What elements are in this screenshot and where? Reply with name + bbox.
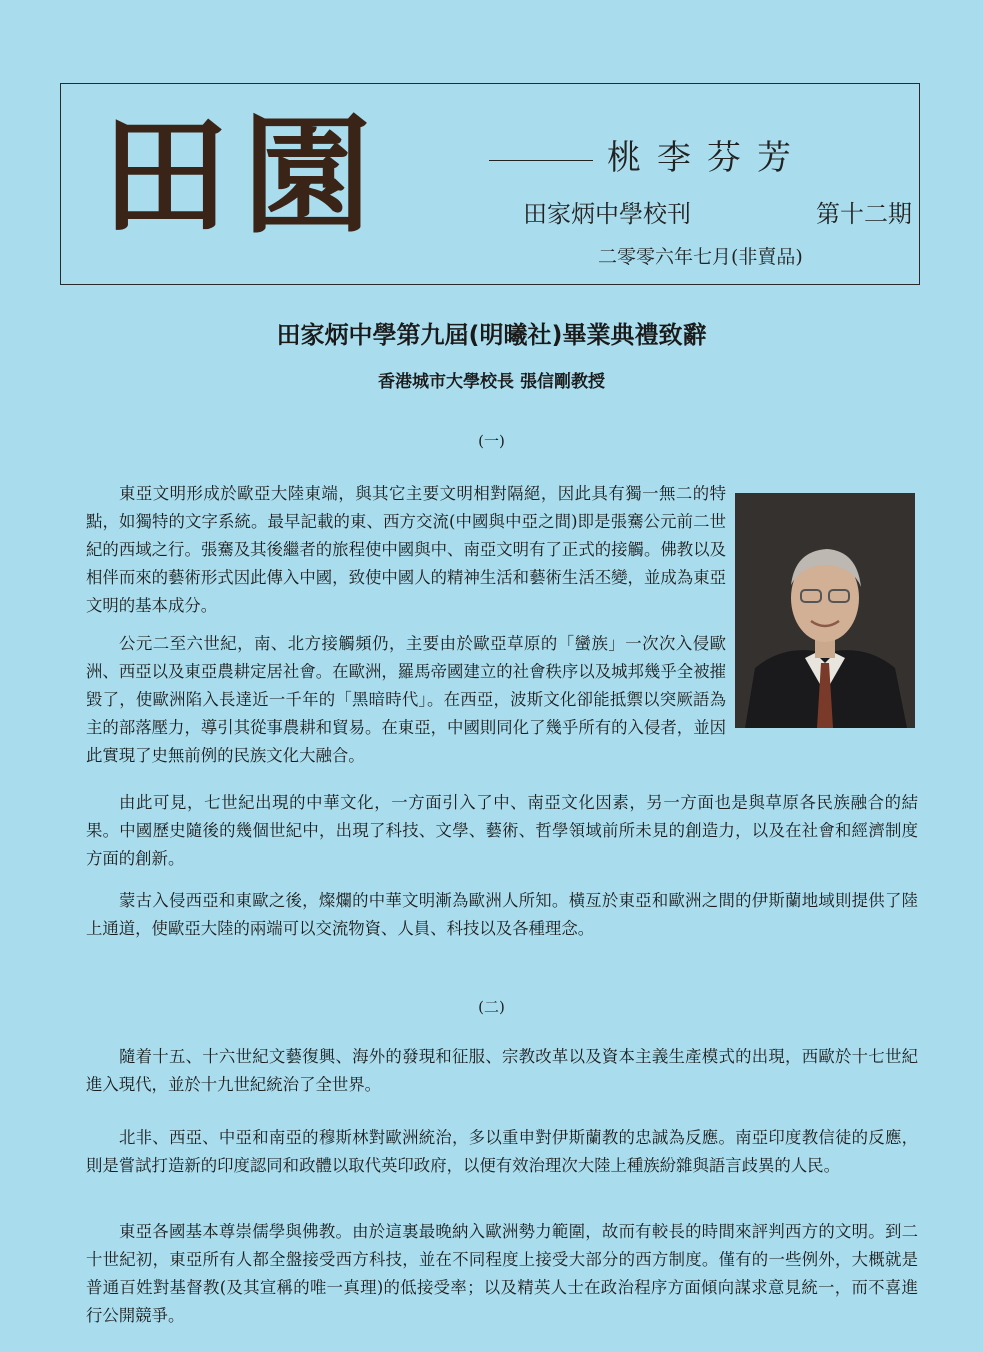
portrait-photo: [735, 493, 915, 728]
portrait-illustration: [735, 493, 915, 728]
article-author: 香港城市大學校長 張信剛教授: [378, 372, 605, 392]
paragraph-2: 公元二至六世紀，南、北方接觸頻仍，主要由於歐亞草原的「蠻族」一次次入侵歐洲、西亞以及東亞農耕定居社會。在歐洲，羅馬帝國建立的社會秩序以及城邦幾乎全被摧毀了，使歐洲陷入長達近一千年的「黑暗時代」。在西亞，波斯文化卻能抵禦以突厥語為主的部落壓力，導引其從事農耕和貿易。在東亞，中國則同化了幾乎所有的入侵者，並因此實現了史無前例的民族文化大融合。: [86, 634, 726, 765]
masthead: [60, 83, 920, 285]
paragraph-7: 東亞各國基本尊崇儒學與佛教。由於這裏最晚納入歐洲勢力範圍，故而有較長的時間來評判西方的文明。到二十世紀初，東亞所有人都全盤接受西方科技，並在不同程度上接受大部分的西方制度。僅有的一些例外，大概就是普通百姓對基督教(及其宣稱的唯一真理)的低接受率；以及精英人士在政治程序方面傾向謀求意見統一，而不喜進行公開競爭。: [86, 1222, 918, 1325]
paragraph-5: 隨着十五、十六世紀文藝復興、海外的發現和征服、宗教改革以及資本主義生產模式的出現，西歐於十七世紀進入現代，並於十九世紀統治了全世界。: [86, 1047, 918, 1094]
masthead-logo: 田園: [101, 101, 386, 251]
section-heading-1: (一): [478, 432, 505, 450]
issue-number: 第十二期: [816, 200, 912, 228]
paragraph-3: 由此可見，七世紀出現的中華文化，一方面引入了中、南亞文化因素，另一方面也是與草原各民族融合的結果。中國歷史隨後的幾個世紀中，出現了科技、文學、藝術、哲學領域前所未見的創造力，以及在社會和經濟制度方面的創新。: [86, 793, 918, 868]
article-title: 田家炳中學第九屆(明曦社)畢業典禮致辭: [276, 321, 707, 349]
paragraph-1: 東亞文明形成於歐亞大陸東端，與其它主要文明相對隔絕，因此具有獨一無二的特點，如獨特的文字系統。最早記載的東、西方交流(中國與中亞之間)即是張騫公元前二世紀的西域之行。張騫及其後繼者的旅程使中國與中、南亞文明有了正式的接觸。佛教以及相伴而來的藝術形式因此傳入中國，致使中國人的精神生活和藝術生活丕變，並成為東亞文明的基本成分。: [86, 484, 726, 615]
motto-text: 桃李芬芳: [607, 138, 807, 178]
section-heading-2: (二): [478, 998, 505, 1016]
school-name: 田家炳中學校刊: [523, 200, 691, 228]
paragraph-4: 蒙古入侵西亞和東歐之後，燦爛的中華文明漸為歐洲人所知。橫亙於東亞和歐洲之間的伊斯蘭地域則提供了陸上通道，使歐亞大陸的兩端可以交流物資、人員、科技以及各種理念。: [86, 891, 918, 938]
motto-dash: [489, 160, 593, 161]
issue-date: 二零零六年七月(非賣品): [598, 246, 803, 268]
paragraph-6: 北非、西亞、中亞和南亞的穆斯林對歐洲統治，多以重申對伊斯蘭教的忠誠為反應。南亞印度教信徒的反應，則是嘗試打造新的印度認同和政體以取代英印政府，以便有效治理次大陸上種族紛雜與語言歧異的人民。: [86, 1128, 918, 1175]
masthead-motto: [489, 130, 807, 179]
